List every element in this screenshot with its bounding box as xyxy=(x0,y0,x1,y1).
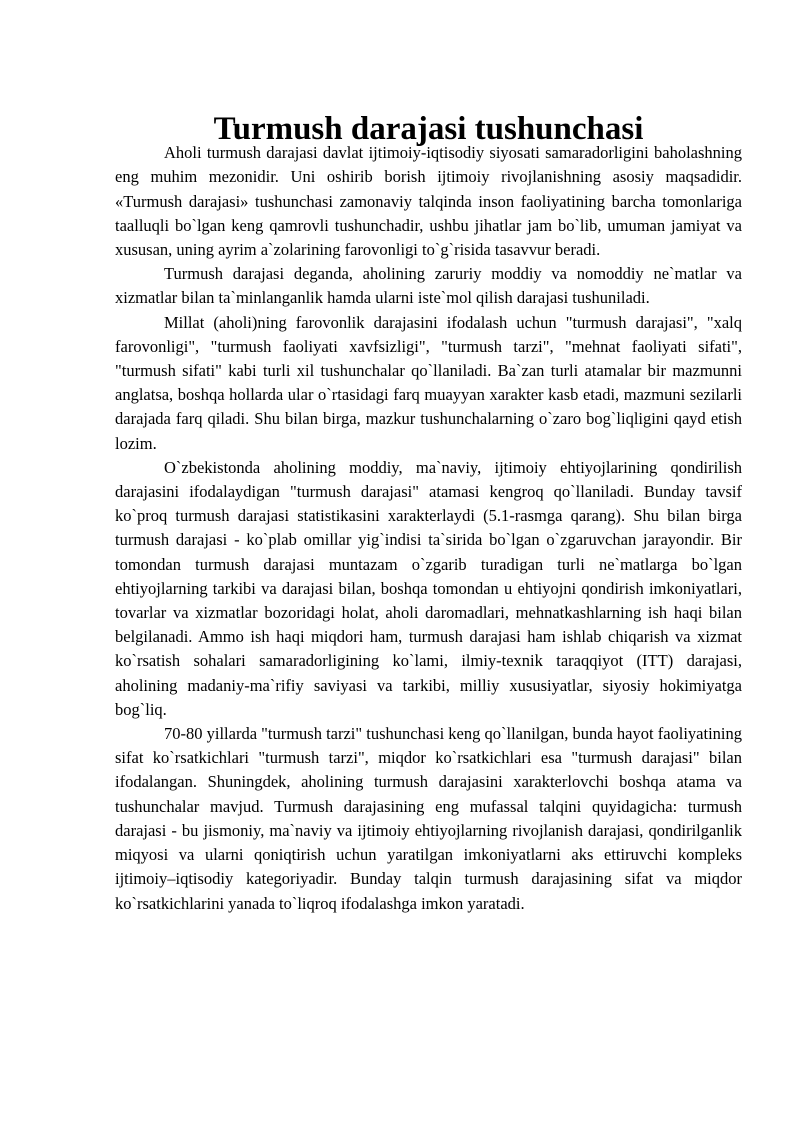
paragraph-4: O`zbekistonda aholining moddiy, ma`naviy, ijtimoiy ehtiyojlarining qondirilish darajasini ifodalaydigan "turmush darajasi" atamasi kengroq qo`llaniladi. Bunday tavsif ko`proq turmush darajasi statistikasini xarakterlaydi (5.1-rasmga qarang). Shu bilan birga turmush darajasi - ko`plab omillar yig`indisi ta`sirida bo`lgan o`zgaruvchan jarayondir. Bir tomondan turmush darajasi muntazam o`zgarib turadigan turli ne`matlarga bo`lgan ehtiyojlarning tarkibi va darajasi bilan, boshqa tomondan u ehtiyojni qondirish imkoniyatlari, tovarlar va xizmatlar bozoridagi holat, aholi daromadlari, mehnatkashlarning ish haqi bilan belgilanadi. Ammo ish haqi miqdori ham, turmush darajasi ham ishlab chiqarish va xizmat ko`rsatish sohalari samaradorligining ko`lami, ilmiy-texnik taraqqiyot (ITT) darajasi, aholining madaniy-ma`rifiy saviyasi va tarkibi, milliy xususiyatlar, siyosiy hokimiyatga bog`liq. xyxy=(115,457,742,719)
paragraph-1: Aholi turmush darajasi davlat ijtimoiy-iqtisodiy siyosati samaradorligini baholashning eng muhim mezonidir. Uni oshirib borish ijtimoiy rivojlanishning asosiy maqsadidir. «Turmush darajasi» tushunchasi zamonaviy talqinda inson faoliyatining barcha tomonlariga taalluqli bo`lgan keng qamrovli tushunchadir, ushbu jihatlar jam bo`lib, umuman jamiyat va xususan, uning ayrim a`zolarining farovonligi to`g`risida tasavvur beradi. xyxy=(115,143,742,260)
paragraph-5: 70-80 yillarda "turmush tarzi" tushunchasi keng qo`llanilgan, bunda hayot faoliyatining sifat ko`rsatkichlari "turmush tarzi", miqdor ko`rsatkichlari esa "turmush darajasi" bilan ifodalangan. Shuningdek, aholining turmush darajasini xarakterlovchi boshqa atama va tushunchalar mavjud. Turmush darajasining eng mufassal talqini quyidagicha: turmush darajasi - bu jismoniy, ma`naviy va ijtimoiy ehtiyojlarning rivojlanish darajasi, qondirilganlik miqyosi va ularni qoniqtirish uchun yaratilgan imkoniyatlarni aks ettiruvchi kompleks ijtimoiy–iqtisodiy kategoriyadir. Bunday talqin turmush darajasining sifat va miqdor ko`rsatkichlarini yanada to`liqroq ifodalashga imkon yaratadi. xyxy=(115,724,743,913)
paragraph-2: Turmush darajasi deganda, aholining zaruriy moddiy va nomoddiy ne`matlar va xizmatlar bilan ta`minlanganlik hamda ularni iste`mol qilish darajasi tushuniladi. xyxy=(115,264,742,308)
document-title: Turmush darajasi tushunchasi xyxy=(213,111,644,147)
document-page xyxy=(115,111,743,916)
paragraph-3: Millat (aholi)ning farovonlik darajasini ifodalash uchun "turmush darajasi", "xalq farovonligi", "turmush faoliyati xavfsizligi", "turmush tarzi", "mehnat faoliyati sifati", "turmush sifati" kabi turli xil tushunchalar qo`llaniladi. Ba`zan turli atamalar bir mazmunni anglatsa, boshqa hollarda ular o`rtasidagi farq muayyan xarakter kasb etadi, mazmuni sezilarli darajada farq qiladi. Shu bilan birga, mazkur tushunchalarning o`zaro bog`liqligini qayd etish lozim. xyxy=(115,312,742,453)
